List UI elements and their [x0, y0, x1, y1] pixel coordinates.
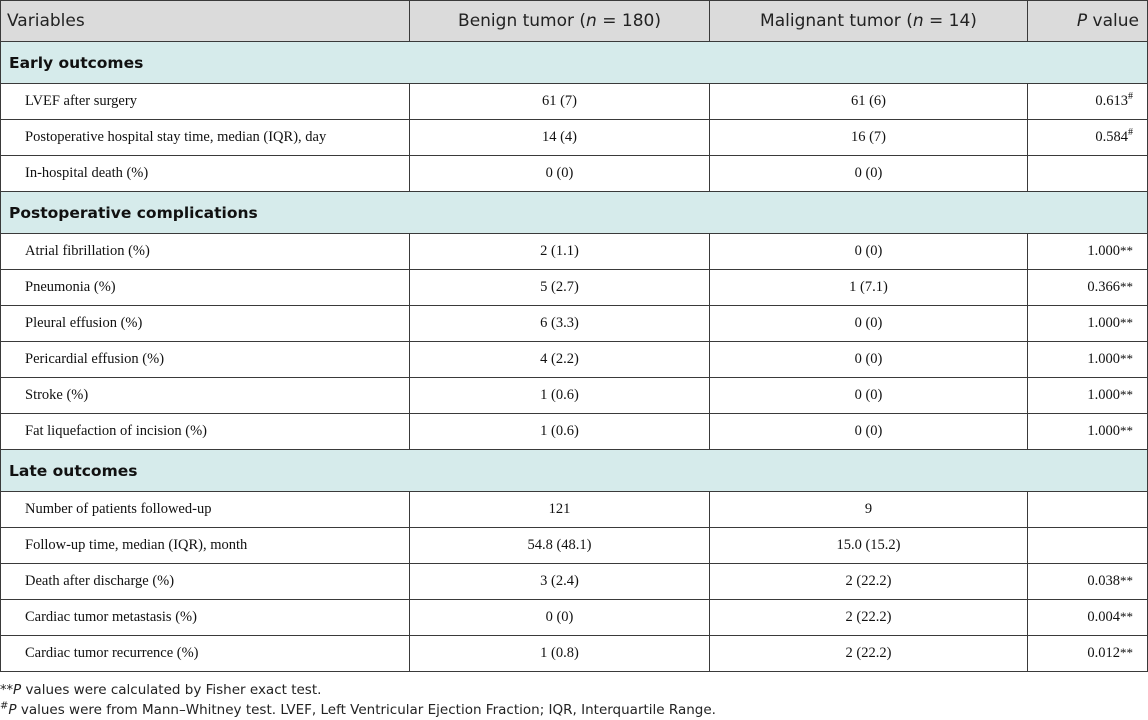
header-benign: Benign tumor (n = 180) [410, 1, 710, 42]
p-value: 0.012** [1028, 636, 1148, 672]
significance-mark: ** [1120, 351, 1133, 366]
significance-mark: ** [1120, 645, 1133, 660]
malignant-value: 0 (0) [710, 156, 1028, 192]
malignant-value: 9 [710, 492, 1028, 528]
significance-mark: ** [1120, 243, 1133, 258]
malignant-value: 2 (22.2) [710, 600, 1028, 636]
row-label: Fat liquefaction of incision (%) [1, 414, 410, 450]
malignant-value: 2 (22.2) [710, 636, 1028, 672]
table-row [1, 234, 1148, 270]
p-value: 0.004** [1028, 600, 1148, 636]
footnote-fisher: **P values were calculated by Fisher exact test. [0, 682, 322, 698]
p-value: 0.038** [1028, 564, 1148, 600]
benign-value: 1 (0.8) [410, 636, 710, 672]
benign-value: 0 (0) [410, 600, 710, 636]
significance-mark: # [1128, 91, 1133, 103]
table-row [1, 600, 1148, 636]
p-value [1028, 492, 1148, 528]
table-row [1, 636, 1148, 672]
p-value: 1.000** [1028, 342, 1148, 378]
significance-mark: ** [1120, 279, 1133, 294]
table-row [1, 378, 1148, 414]
row-label: Pneumonia (%) [1, 270, 410, 306]
significance-mark: ** [1120, 609, 1133, 624]
malignant-value: 16 (7) [710, 120, 1028, 156]
row-label: Death after discharge (%) [1, 564, 410, 600]
benign-value: 54.8 (48.1) [410, 528, 710, 564]
malignant-value: 1 (7.1) [710, 270, 1028, 306]
malignant-value: 0 (0) [710, 306, 1028, 342]
benign-value: 5 (2.7) [410, 270, 710, 306]
malignant-value: 0 (0) [710, 342, 1028, 378]
benign-value: 4 (2.2) [410, 342, 710, 378]
section-row [1, 450, 1148, 492]
footnote-mann-whitney: #P values were from Mann–Whitney test. LVEF, Left Ventricular Ejection Fraction; IQR, Interquartile Range. [0, 700, 716, 718]
table-row [1, 120, 1148, 156]
p-value: 0.366** [1028, 270, 1148, 306]
benign-value: 2 (1.1) [410, 234, 710, 270]
table-row [1, 342, 1148, 378]
p-value [1028, 156, 1148, 192]
malignant-value: 0 (0) [710, 414, 1028, 450]
row-label: LVEF after surgery [1, 84, 410, 120]
table-row [1, 156, 1148, 192]
row-label: Postoperative hospital stay time, median (IQR), day [1, 120, 410, 156]
footnotes [0, 680, 716, 720]
header-p-value: P value [1028, 1, 1148, 42]
p-value: 1.000** [1028, 234, 1148, 270]
significance-mark: ** [1120, 423, 1133, 438]
table-row [1, 528, 1148, 564]
table-row [1, 414, 1148, 450]
benign-value: 1 (0.6) [410, 378, 710, 414]
row-label: Follow-up time, median (IQR), month [1, 528, 410, 564]
significance-mark: ** [1120, 315, 1133, 330]
section-row [1, 42, 1148, 84]
section-title: Early outcomes [1, 42, 1148, 84]
significance-mark: ** [1120, 387, 1133, 402]
section-title: Postoperative complications [1, 192, 1148, 234]
p-value: 0.613# [1028, 84, 1148, 120]
table-row [1, 270, 1148, 306]
benign-value: 6 (3.3) [410, 306, 710, 342]
p-value [1028, 528, 1148, 564]
row-label: Pleural effusion (%) [1, 306, 410, 342]
section-row [1, 192, 1148, 234]
benign-value: 0 (0) [410, 156, 710, 192]
p-value: 1.000** [1028, 414, 1148, 450]
row-label: Atrial fibrillation (%) [1, 234, 410, 270]
benign-value: 121 [410, 492, 710, 528]
row-label: Stroke (%) [1, 378, 410, 414]
table-row [1, 564, 1148, 600]
header-malignant: Malignant tumor (n = 14) [710, 1, 1028, 42]
significance-mark: ** [1120, 573, 1133, 588]
malignant-value: 15.0 (15.2) [710, 528, 1028, 564]
p-value: 0.584# [1028, 120, 1148, 156]
row-label: Cardiac tumor metastasis (%) [1, 600, 410, 636]
benign-value: 14 (4) [410, 120, 710, 156]
table-row [1, 492, 1148, 528]
row-label: In-hospital death (%) [1, 156, 410, 192]
row-label: Pericardial effusion (%) [1, 342, 410, 378]
benign-value: 1 (0.6) [410, 414, 710, 450]
row-label: Cardiac tumor recurrence (%) [1, 636, 410, 672]
table-header-row [1, 1, 1148, 42]
benign-value: 3 (2.4) [410, 564, 710, 600]
p-value: 1.000** [1028, 378, 1148, 414]
significance-mark: # [1128, 127, 1133, 139]
malignant-value: 2 (22.2) [710, 564, 1028, 600]
section-title: Late outcomes [1, 450, 1148, 492]
malignant-value: 61 (6) [710, 84, 1028, 120]
p-value: 1.000** [1028, 306, 1148, 342]
row-label: Number of patients followed-up [1, 492, 410, 528]
malignant-value: 0 (0) [710, 378, 1028, 414]
header-variables: Variables [1, 1, 410, 42]
malignant-value: 0 (0) [710, 234, 1028, 270]
benign-value: 61 (7) [410, 84, 710, 120]
table-row [1, 306, 1148, 342]
table-row [1, 84, 1148, 120]
